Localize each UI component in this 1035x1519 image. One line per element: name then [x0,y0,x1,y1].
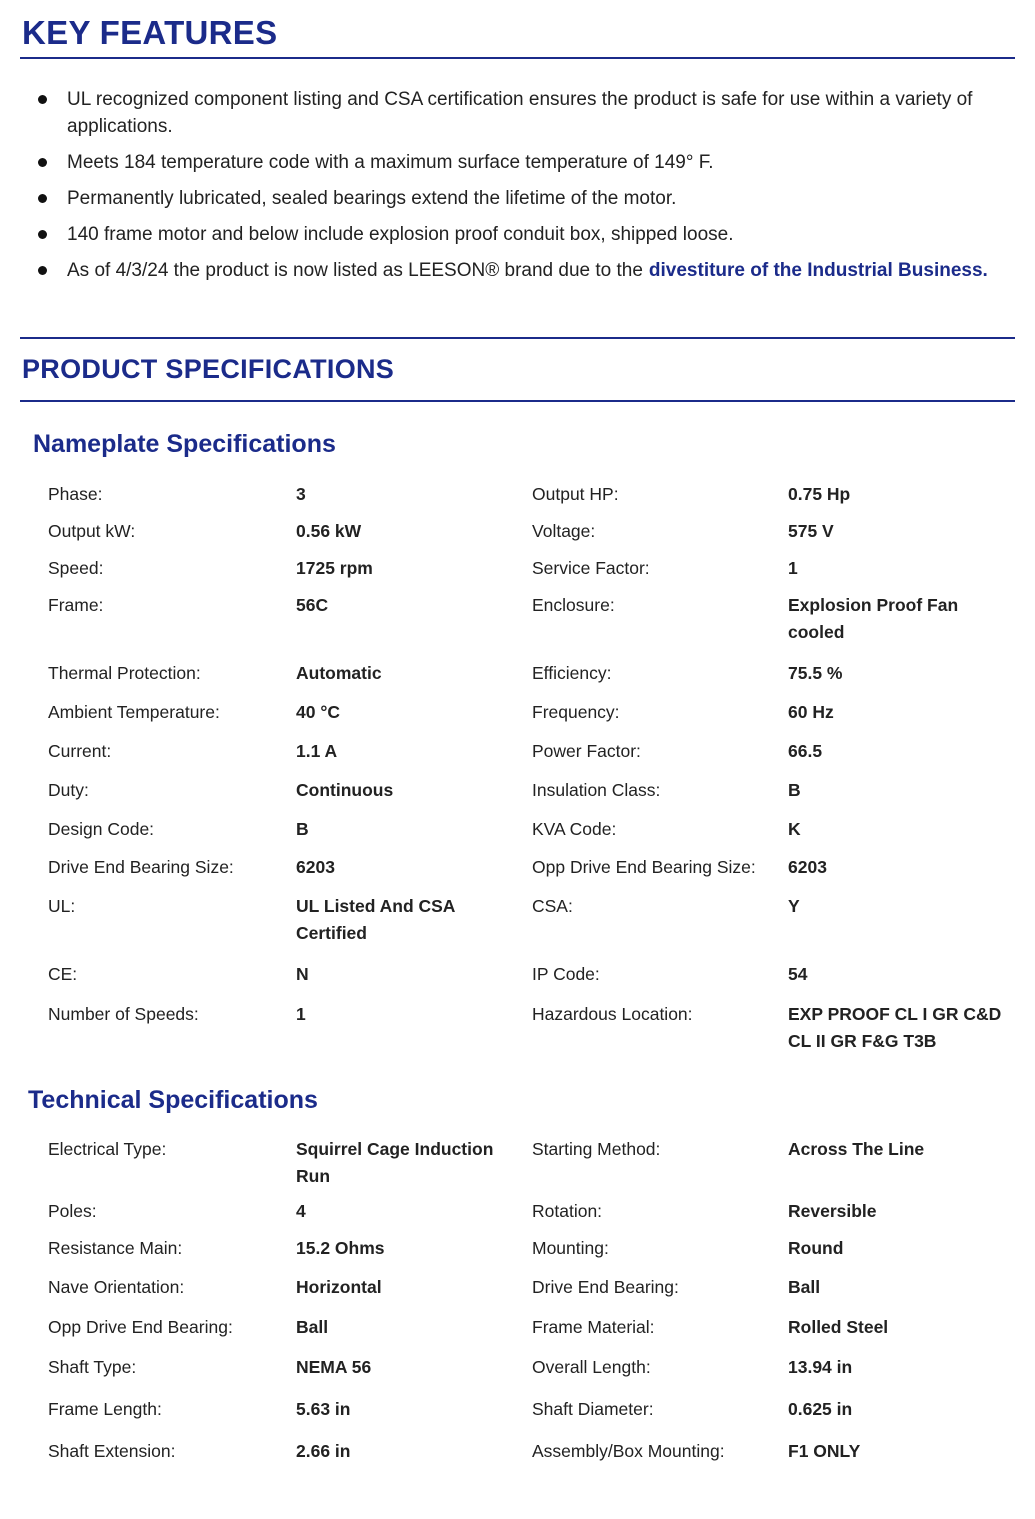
spec-value: UL Listed And CSA Certified [296,896,455,943]
spec-value: F1 ONLY [788,1441,861,1461]
spec-value: 66.5 [788,741,823,761]
spec-value: 1 [296,1004,306,1024]
spec-label: Frequency: [532,702,620,722]
spec-row [48,961,1008,1001]
spec-value: Round [788,1238,844,1258]
feature-item [30,86,1015,140]
spec-label: IP Code: [532,964,600,984]
spec-value: 1725 rpm [296,558,373,578]
bullet-icon [38,230,47,239]
feature-item [30,221,1015,248]
spec-label: Duty: [48,780,89,800]
spec-value: 575 V [788,521,834,541]
spec-row [48,1198,1008,1235]
spec-row [48,518,1008,555]
spec-label: Nave Orientation: [48,1277,185,1297]
spec-row [48,481,1008,518]
spec-value: 1.1 A [296,741,338,761]
spec-label: Opp Drive End Bearing Size: [532,857,756,877]
spec-value: 75.5 % [788,663,843,683]
feature-text: Meets 184 temperature code with a maximum surface temperature of 149° F. [67,152,714,173]
spec-label: Speed: [48,558,104,578]
technical-spec-grid [48,1136,1008,1478]
bullet-icon [38,95,47,104]
spec-label: Shaft Type: [48,1357,137,1377]
spec-value: 0.625 in [788,1399,853,1419]
spec-value: B [296,819,309,839]
spec-value: Y [788,896,800,916]
spec-value: Explosion Proof Fan cooled [788,595,959,642]
heading-divider [20,57,1015,59]
spec-label: Current: [48,741,112,761]
spec-value: 4 [296,1201,306,1221]
spec-row [48,1274,1008,1314]
spec-label: Enclosure: [532,595,615,615]
spec-value: Reversible [788,1201,877,1221]
section-divider [20,337,1015,339]
spec-row [48,893,1008,961]
feature-text: UL recognized component listing and CSA certification ensures the product is safe for use within a variety of applications. [67,89,973,137]
spec-label: Hazardous Location: [532,1004,693,1024]
feature-item [30,185,1015,212]
spec-value: 1 [788,558,798,578]
bullet-icon [38,194,47,203]
spec-label: Output HP: [532,484,619,504]
spec-label: Drive End Bearing: [532,1277,679,1297]
spec-row [48,1354,1008,1396]
feature-text: 140 frame motor and below include explosion proof conduit box, shipped loose. [67,224,734,245]
spec-value: NEMA 56 [296,1357,372,1377]
spec-row [48,699,1008,738]
feature-item [30,149,1015,176]
spec-label: Frame: [48,595,104,615]
spec-value: K [788,819,801,839]
spec-label: Service Factor: [532,558,650,578]
spec-value: Squirrel Cage Induction Run [296,1139,494,1186]
spec-label: Number of Speeds: [48,1004,199,1024]
key-features-heading: KEY FEATURES [22,14,278,51]
spec-label: Mounting: [532,1238,609,1258]
spec-label: Insulation Class: [532,780,661,800]
spec-value: 56C [296,595,329,615]
spec-value: Ball [788,1277,821,1297]
spec-value: Automatic [296,663,382,683]
technical-specifications-heading: Technical Specifications [28,1086,318,1114]
spec-value: 0.56 kW [296,521,362,541]
spec-label: Power Factor: [532,741,641,761]
spec-label: Design Code: [48,819,155,839]
spec-row [48,816,1008,854]
spec-row [48,1438,1008,1478]
spec-row [48,738,1008,777]
spec-label: UL: [48,896,76,916]
spec-row [48,660,1008,699]
spec-value: Rolled Steel [788,1317,889,1337]
nameplate-spec-grid [48,481,1008,1051]
spec-value: N [296,964,309,984]
spec-label: Output kW: [48,521,136,541]
spec-label: Shaft Diameter: [532,1399,654,1419]
spec-label: Assembly/Box Mounting: [532,1441,725,1461]
spec-label: Frame Length: [48,1399,162,1419]
spec-value: 40 °C [296,702,340,722]
feature-text: As of 4/3/24 the product is now listed as LEESON® brand due to the [67,260,643,281]
spec-row [48,777,1008,816]
spec-value: 0.75 Hp [788,484,851,504]
spec-value: Across The Line [788,1139,925,1159]
spec-label: Poles: [48,1201,97,1221]
spec-label: Drive End Bearing Size: [48,857,234,877]
spec-value: B [788,780,801,800]
spec-label: Electrical Type: [48,1139,167,1159]
link-suffix: . [982,260,988,281]
nameplate-specifications-heading: Nameplate Specifications [33,430,336,458]
spec-label: Shaft Extension: [48,1441,176,1461]
spec-label: Starting Method: [532,1139,661,1159]
spec-label: Overall Length: [532,1357,651,1377]
spec-row [48,1136,1008,1198]
spec-row [48,1314,1008,1354]
spec-label: Rotation: [532,1201,603,1221]
feature-item [30,257,1015,284]
spec-label: Voltage: [532,521,596,541]
spec-value: 60 Hz [788,702,834,722]
spec-label: Ambient Temperature: [48,702,220,722]
spec-value: EXP PROOF CL I GR C&D CL II GR F&G T3B [788,1004,1002,1051]
spec-value: 54 [788,964,808,984]
spec-label: Resistance Main: [48,1238,183,1258]
divestiture-link[interactable]: divestiture of the Industrial Business [648,260,983,281]
spec-label: KVA Code: [532,819,617,839]
key-features-list [30,86,1015,293]
spec-label: Frame Material: [532,1317,655,1337]
spec-label: Opp Drive End Bearing: [48,1317,233,1337]
spec-value: 13.94 in [788,1357,853,1377]
spec-value: 15.2 Ohms [296,1238,385,1258]
spec-value: Ball [296,1317,329,1337]
spec-value: 6203 [788,857,827,877]
spec-row [48,854,1008,893]
spec-row [48,555,1008,592]
product-specifications-heading: PRODUCT SPECIFICATIONS [22,354,395,384]
heading-divider [20,400,1015,402]
feature-text: Permanently lubricated, sealed bearings extend the lifetime of the motor. [67,188,677,209]
bullet-icon [38,266,47,275]
spec-value: Continuous [296,780,394,800]
spec-label: CE: [48,964,78,984]
spec-value: 5.63 in [296,1399,351,1419]
spec-row [48,1235,1008,1274]
spec-row [48,1396,1008,1438]
spec-row [48,592,1008,660]
spec-label: Phase: [48,484,103,504]
spec-value: 3 [296,484,306,504]
spec-label: Efficiency: [532,663,612,683]
spec-value: 2.66 in [296,1441,351,1461]
spec-value: 6203 [296,857,335,877]
spec-row [48,1001,1008,1051]
spec-label: CSA: [532,896,573,916]
bullet-icon [38,158,47,167]
spec-value: Horizontal [296,1277,382,1297]
spec-label: Thermal Protection: [48,663,201,683]
